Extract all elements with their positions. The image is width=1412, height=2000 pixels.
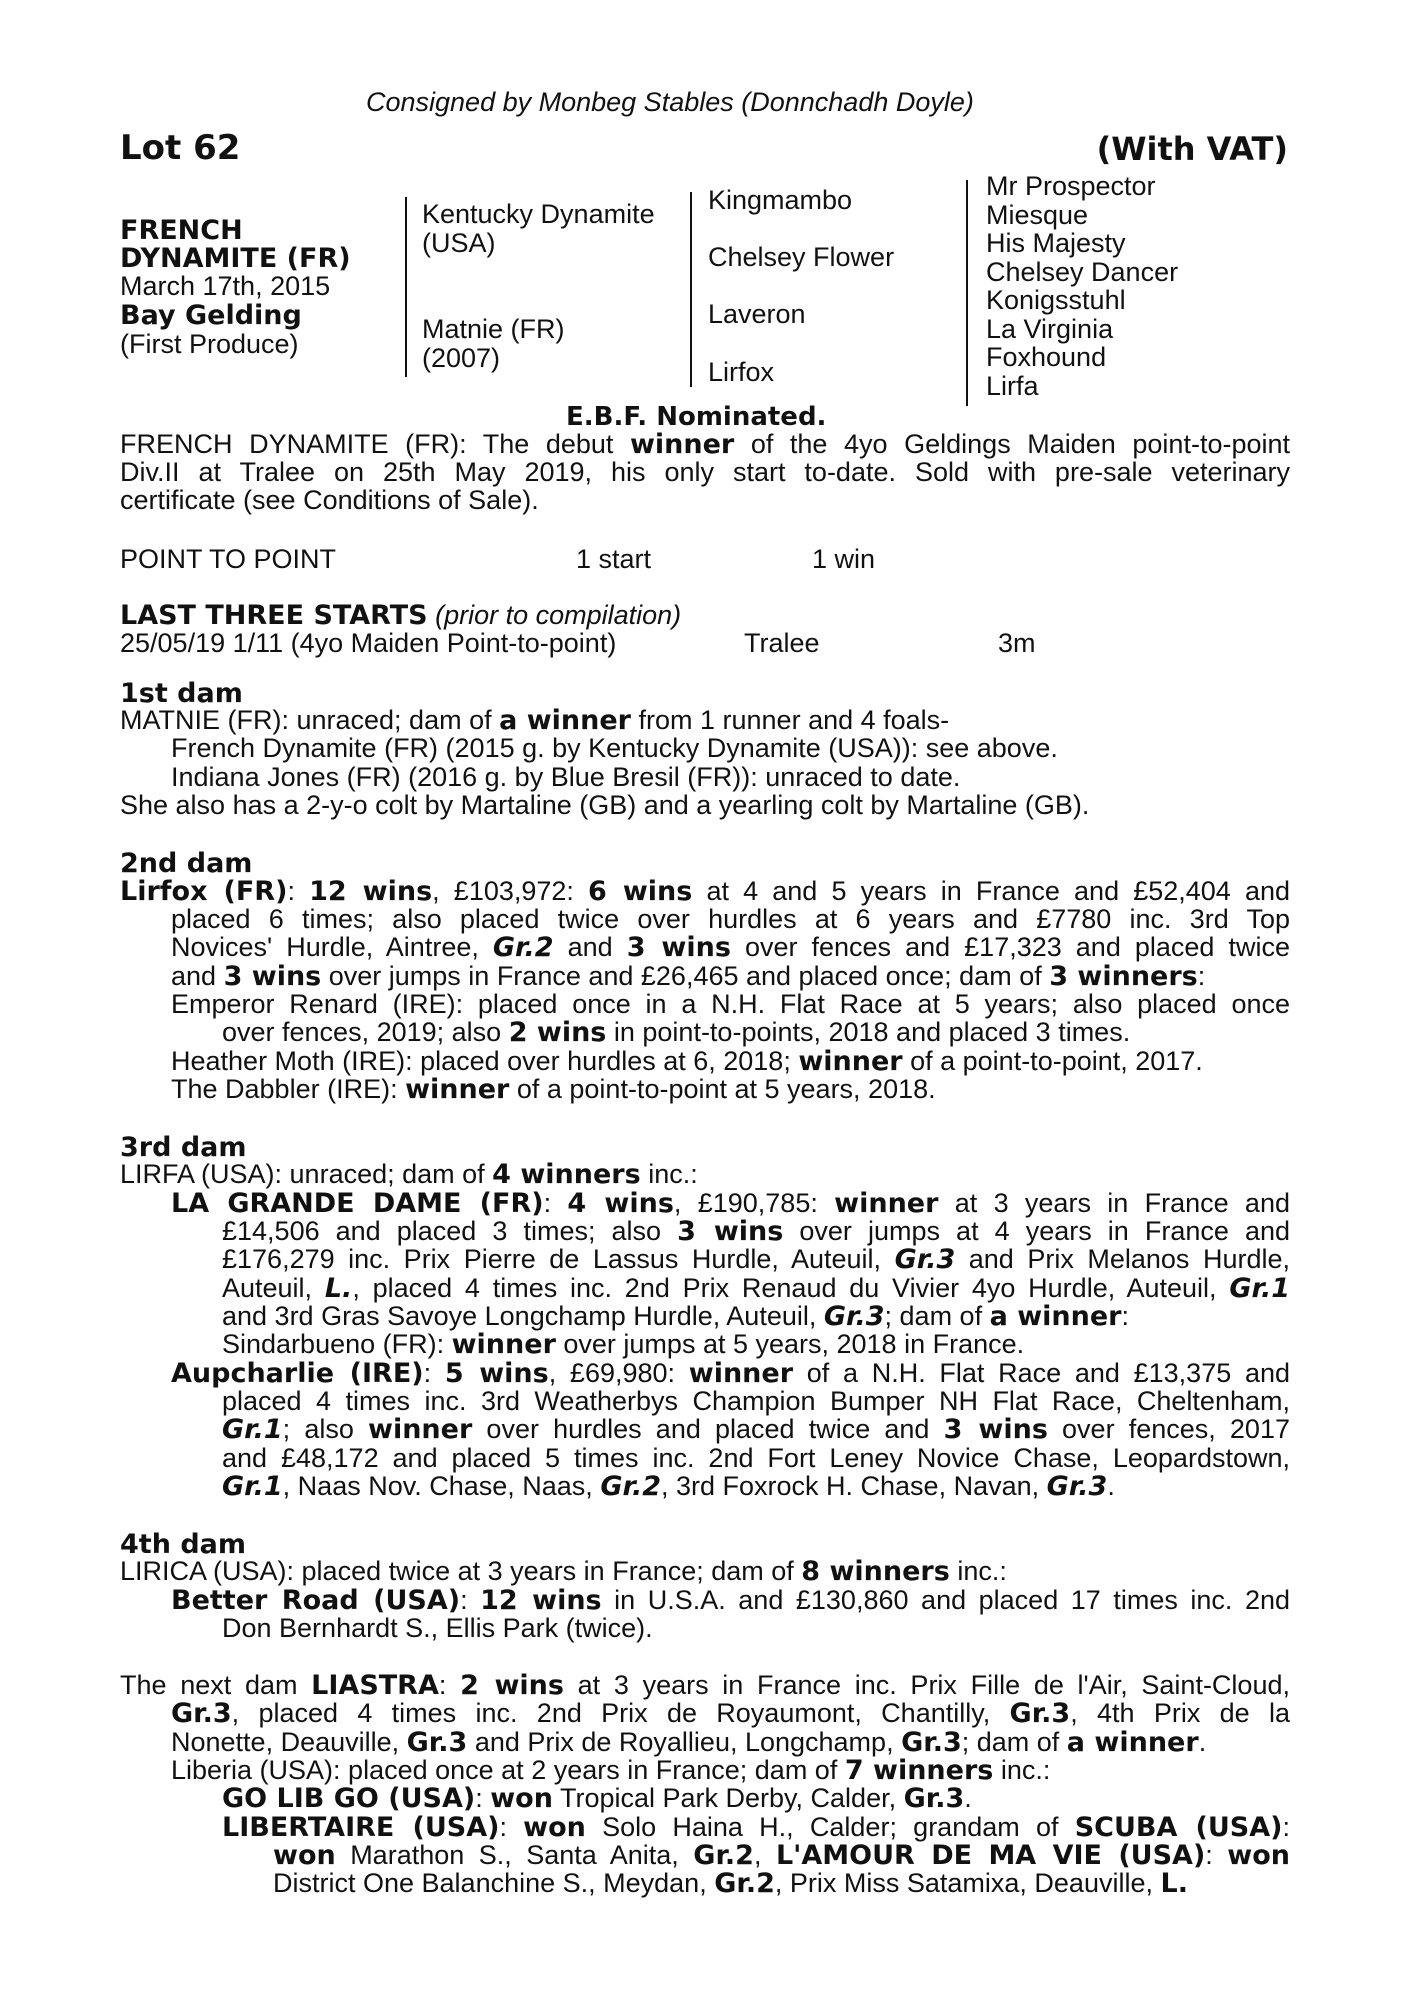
dam1-line3: Indiana Jones (FR) (2016 g. by Blue Bresil (FR)): unraced to date.	[171, 762, 961, 792]
nextdam-line8: District One Balanchine S., Meydan, Gr.2, Prix Miss Satamixa, Deauville, L.	[273, 1868, 1188, 1899]
sire-line1: Kentucky Dynamite	[422, 199, 655, 229]
gen3-1: Mr Prospector	[986, 171, 1156, 201]
gen3-2: Miesque	[986, 200, 1089, 230]
last-start-course: Tralee	[744, 628, 820, 658]
summary-line2: Div.II at Tralee on 25th May 2019, his only start to-date. Sold with pre-sale veterinary	[120, 457, 1290, 487]
nextdam-line5: GO LIB GO (USA): won Tropical Park Derby, Calder, Gr.3.	[222, 1783, 972, 1814]
summary-line3: certificate (see Conditions of Sale).	[120, 485, 539, 515]
gen3-3: His Majesty	[986, 228, 1126, 258]
dam3-line3: £14,506 and placed 3 times; also 3 wins over jumps at 4 years in France and	[222, 1216, 1290, 1247]
dam2-line4: and 3 wins over jumps in France and £26,465 and placed once; dam of 3 winners:	[171, 961, 1206, 992]
dam4-line2: Better Road (USA): 12 wins in U.S.A. and £130,860 and placed 17 times inc. 2nd	[171, 1585, 1290, 1616]
grandsire-paternal: Kingmambo	[708, 185, 853, 215]
dam4-line1: LIRICA (USA): placed twice at 3 years in France; dam of 8 winners inc.:	[120, 1556, 1007, 1587]
ebf-nominated: E.B.F. Nominated.	[566, 402, 827, 432]
dam4-line3: Don Bernhardt S., Ellis Park (twice).	[222, 1613, 653, 1643]
dam-line2: (2007)	[422, 343, 501, 373]
dam3-line9: placed 4 times inc. 3rd Weatherbys Champion Bumper NH Flat Race, Cheltenham,	[222, 1386, 1290, 1416]
dam3-line1: LIRFA (USA): unraced; dam of 4 winners inc.:	[120, 1159, 698, 1190]
gen3-6: La Virginia	[986, 314, 1114, 344]
sire-line2: (USA)	[422, 228, 496, 258]
dam2-line2: placed 6 times; also placed twice over hurdles at 6 years and £7780 inc. 3rd Top	[171, 904, 1290, 934]
horse-name-line2: DYNAMITE (FR)	[120, 243, 351, 274]
pedigree-divider-1	[405, 197, 407, 377]
horse-dob: March 17th, 2015	[120, 271, 331, 301]
horse-name-line1: FRENCH	[120, 215, 243, 246]
dam2-line8: The Dabbler (IRE): winner of a point-to-point at 5 years, 2018.	[171, 1074, 936, 1105]
nextdam-line3: Nonette, Deauville, Gr.3 and Prix de Royallieu, Longchamp, Gr.3; dam of a winner.	[171, 1727, 1207, 1758]
dam4-heading: 4th dam	[120, 1529, 246, 1560]
dam3-line8: Aupcharlie (IRE): 5 wins, £69,980: winner of a N.H. Flat Race and £13,375 and	[171, 1358, 1290, 1389]
nextdam-line7: won Marathon S., Santa Anita, Gr.2, L'AMOUR DE MA VIE (USA): won	[273, 1840, 1290, 1871]
dam3-line7: Sindarbueno (FR): winner over jumps at 5 years, 2018 in France.	[222, 1329, 1025, 1360]
dam3-line10: Gr.1; also winner over hurdles and placed twice and 3 wins over fences, 2017	[222, 1414, 1290, 1445]
gen3-8: Lirfa	[986, 371, 1039, 401]
consignor-line: Consigned by Monbeg Stables (Donnchadh Doyle)	[366, 87, 974, 117]
dam3-line12: Gr.1, Naas Nov. Chase, Naas, Gr.2, 3rd Foxrock H. Chase, Navan, Gr.3.	[222, 1471, 1115, 1502]
nextdam-line4: Liberia (USA): placed once at 2 years in France; dam of 7 winners inc.:	[171, 1755, 1051, 1786]
gen3-7: Foxhound	[986, 342, 1107, 372]
granddam-paternal: Chelsey Flower	[708, 242, 895, 272]
vat-status: (With VAT)	[1096, 130, 1288, 168]
dam3-line5: Auteuil, L., placed 4 times inc. 2nd Prix Renaud du Vivier 4yo Hurdle, Auteuil, Gr.1	[222, 1273, 1290, 1304]
granddam-maternal: Lirfox	[708, 357, 775, 387]
dam2-line3: Novices' Hurdle, Aintree, Gr.2 and 3 wins over fences and £17,323 and placed twice	[171, 932, 1290, 963]
dam1-line2: French Dynamite (FR) (2015 g. by Kentucky Dynamite (USA)): see above.	[171, 733, 1058, 763]
dam3-line6: and 3rd Gras Savoye Longchamp Hurdle, Auteuil, Gr.3; dam of a winner:	[222, 1301, 1129, 1332]
summary-line1: FRENCH DYNAMITE (FR): The debut winner of the 4yo Geldings Maiden point-to-point	[120, 429, 1290, 460]
pedigree-divider-2	[690, 192, 692, 387]
dam2-line7: Heather Moth (IRE): placed over hurdles at 6, 2018; winner of a point-to-point, 2017.	[171, 1046, 1203, 1077]
record-wins: 1 win	[812, 544, 876, 574]
dam1-heading: 1st dam	[120, 678, 243, 709]
gen3-4: Chelsey Dancer	[986, 257, 1179, 287]
dam3-line11: and £48,172 and placed 5 times inc. 2nd Fort Leney Novice Chase, Leopardstown,	[222, 1443, 1290, 1473]
nextdam-line6: LIBERTAIRE (USA): won Solo Haina H., Calder; grandam of SCUBA (USA):	[222, 1812, 1290, 1843]
dam3-line2: LA GRANDE DAME (FR): 4 wins, £190,785: winner at 3 years in France and	[171, 1188, 1290, 1219]
dam2-line5: Emperor Renard (IRE): placed once in a N.H. Flat Race at 5 years; also placed once	[171, 989, 1290, 1019]
record-starts: 1 start	[576, 544, 652, 574]
grandsire-maternal: Laveron	[708, 299, 806, 329]
dam1-line4: She also has a 2-y-o colt by Martaline (GB) and a yearling colt by Martaline (GB).	[120, 790, 1090, 820]
dam2-line1: Lirfox (FR): 12 wins, £103,972: 6 wins at 4 and 5 years in France and £52,404 and	[120, 876, 1290, 907]
last-start-result: 25/05/19 1/11 (4yo Maiden Point-to-point)	[120, 628, 617, 658]
dam-line1: Matnie (FR)	[422, 314, 565, 344]
gen3-5: Konigsstuhl	[986, 285, 1126, 315]
record-label: POINT TO POINT	[120, 544, 337, 574]
pedigree-divider-3	[966, 180, 968, 406]
nextdam-line2: Gr.3, placed 4 times inc. 2nd Prix de Royaumont, Chantilly, Gr.3, 4th Prix de la	[171, 1698, 1291, 1729]
nextdam-line1: The next dam LIASTRA: 2 wins at 3 years in France inc. Prix Fille de l'Air, Saint-Cloud,	[120, 1670, 1290, 1701]
dam3-line4: £176,279 inc. Prix Pierre de Lassus Hurdle, Auteuil, Gr.3 and Prix Melanos Hurdle,	[222, 1244, 1290, 1275]
dam1-line1: MATNIE (FR): unraced; dam of a winner from 1 runner and 4 foals-	[120, 705, 950, 736]
dam2-heading: 2nd dam	[120, 848, 253, 879]
last-start-distance: 3m	[998, 628, 1036, 658]
horse-sex: Bay Gelding	[120, 300, 302, 331]
last-starts-heading: LAST THREE STARTS (prior to compilation)	[120, 600, 682, 631]
lot-number: Lot 62	[120, 128, 241, 168]
dam2-line6: over fences, 2019; also 2 wins in point-to-points, 2018 and placed 3 times.	[222, 1017, 1131, 1048]
dam3-heading: 3rd dam	[120, 1132, 247, 1163]
horse-produce: (First Produce)	[120, 329, 299, 359]
